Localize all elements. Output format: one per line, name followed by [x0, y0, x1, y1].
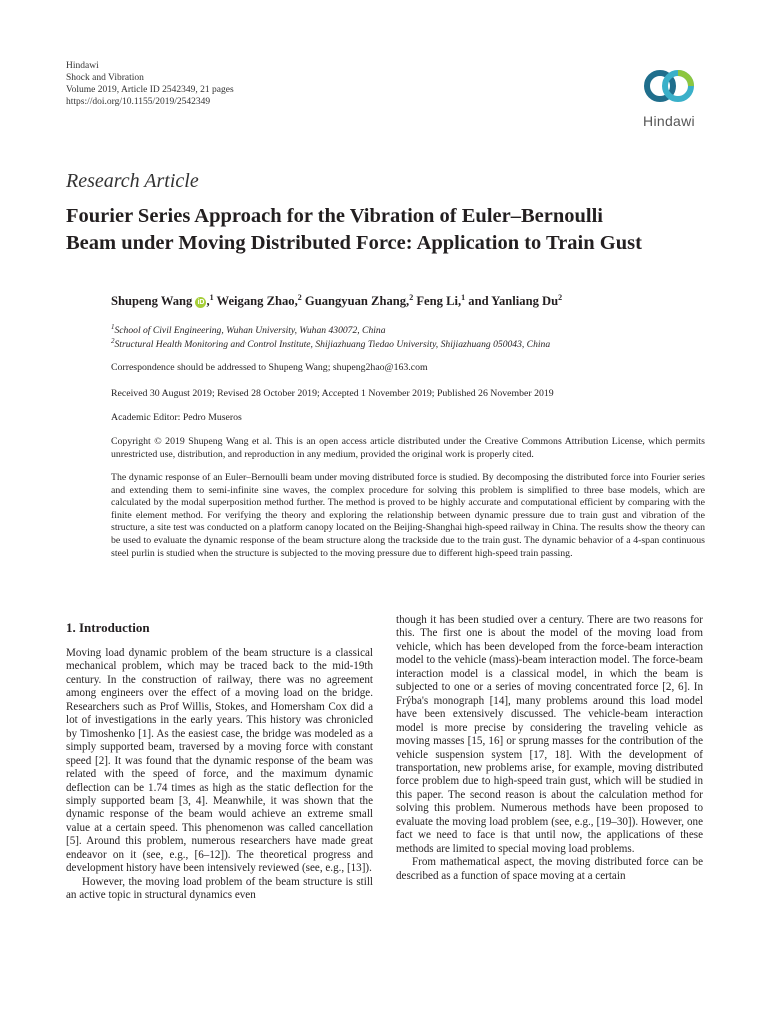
- article-type: Research Article: [66, 170, 199, 192]
- volume-info: Volume 2019, Article ID 2542349, 21 pages: [66, 85, 234, 95]
- affiliation-1: [111, 323, 386, 336]
- academic-editor: Academic Editor: Pedro Museros: [111, 412, 242, 423]
- correspondence: Correspondence should be addressed to Shupeng Wang; shupeng2hao@163.com: [111, 362, 428, 373]
- copyright-notice: Copyright © 2019 Shupeng Wang et al. This is an open access article distributed under the Creative Commons Attribution License, which permits unrestricted use, distribution, and reproduction in any medium, provided the original work is properly cited.: [111, 436, 705, 460]
- paragraph: Moving load dynamic problem of the beam structure is a classical mechanical problem, which may be traced back to the mid-19th century. In the construction of railway, there was no agreement among engineers over the effect of a moving load on the bridge. Researchers such as Prof Willis, Stokes, and Homersham Cox did a lot of investigations in the early years. This history was chronicled by Timoshenko [1]. As the easiest case, the bridge was modeled as a simply supported beam, traversed by a moving force with constant speed [2]. It was found that the dynamic response of the beam was related with the speed of force, and the maximum dynamic deflection can be 1.74 times as high as the static deflection for the simply supported beam [3, 4]. Meanwhile, it was shown that the dynamic response of the beam would achieve an extreme small value at a certain speed. This phenomenon was called cancellation [5]. Around this problem, numerous researchers have made great endeavor on it (see, e.g., [6–12]). The theoretical progress and development history have been intensively reviewed (see, e.g., [13]).: [66, 647, 373, 875]
- author-affil-sup: 2: [297, 293, 302, 302]
- title-line-2: Beam under Moving Distributed Force: Application to Train Gust: [66, 232, 642, 254]
- left-column: [66, 647, 373, 903]
- author-name[interactable]: Weigang Zhao,: [213, 294, 298, 309]
- right-column: [396, 614, 703, 883]
- paragraph: though it has been studied over a century. There are two reasons for this. The first one is about the model of the moving load from vehicle, which has been developed from the force-beam interaction model to the vehicle (mass)-beam interaction model. The force-beam interaction model is a classical model, in which the beam is subjected to one or a series of moving concentrated force [2, 6]. In Frýba's monograph [14], many problems around this load model have been extensively discussed. The vehicle-beam interaction model is more precise by considering the traveling vehicle as moving masses [15, 16] or sprung masses for the contribution of the vehicle suspension system [17, 18]. With the development of transportation, new problems arise, for example, moving distributed force problem due to high-speed train gust, which will be studied in this paper. The second reason is about the calculation method for solving this problem. Numerous methods have been proposed to evaluate the moving load problem (see, e.g., [19–30]). However, one fact we need to face is that until now, the applications of these methods are limited to special moving load problems.: [396, 614, 703, 855]
- author-list: Shupeng Wang iD ,$^1$ Weigang Zhao,$^2$ Guangyuan Zhang,$^2$ Feng Li,$^1$ and Yanliang Du$^2$: [111, 293, 563, 309]
- author-affil-sup: 2: [558, 293, 563, 302]
- publication-dates: Received 30 August 2019; Revised 28 October 2019; Accepted 1 November 2019; Published 26 November 2019: [111, 388, 554, 399]
- paper-title: [66, 203, 726, 257]
- abstract: The dynamic response of an Euler–Bernoulli beam under moving distributed force is studied. By decomposing the distributed force into Fourier series and extending them to semi-infinite sine waves, the complex procedure for solving this problem is simplified to three base models, which are calculated by the modal superposition method further. The method is proved to be highly accurate and computational efficient by comparing with the finite element method. For verifying the theory and exploring the relationship between dynamic pressure due to train gust and vibration of the structure, a site test was conducted on a platform canopy located on the Beijing-Shanghai high-speed railway in China. The results show the theory can be used to evaluate the dynamic response of the beam structure along the trackside due to the train gust. The dynamic behavior of a 4-span continuous steel purlin is studied when the structure is subjected to the moving pressure due to different high-speed train passing.: [111, 472, 705, 559]
- affil-text: Structural Health Monitoring and Control Institute, Shijiazhuang Tiedao University, Shijiazhuang 050043, China: [114, 339, 551, 351]
- orcid-icon[interactable]: iD: [197, 298, 205, 306]
- author-name[interactable]: and Yanliang Du: [465, 294, 559, 309]
- author-name[interactable]: Feng Li,: [413, 294, 462, 309]
- author-affil-sup: 1: [209, 293, 214, 302]
- author-affil-sup: 1: [461, 293, 466, 302]
- section-heading: 1. Introduction: [66, 620, 150, 635]
- doi-link[interactable]: https://doi.org/10.1155/2019/2542349: [66, 97, 211, 107]
- affil-marker: 1: [111, 323, 115, 331]
- author-affil-sup: 2: [409, 293, 414, 302]
- affil-text: School of Civil Engineering, Wuhan University, Wuhan 430072, China: [114, 325, 386, 337]
- paragraph: From mathematical aspect, the moving distributed force can be described as a function of space moving at a certain: [396, 856, 703, 882]
- author-name[interactable]: Shupeng Wang: [111, 294, 193, 309]
- paragraph: However, the moving load problem of the beam structure is still an active topic in structural dynamics even: [66, 875, 373, 902]
- title-line-1: Fourier Series Approach for the Vibration of Euler–Bernoulli: [66, 205, 603, 227]
- journal-header: [66, 60, 234, 108]
- journal-name: Shock and Vibration: [66, 73, 144, 83]
- publisher-name: Hindawi: [66, 61, 99, 71]
- affil-marker: 2: [111, 337, 115, 345]
- affiliation-2: [111, 337, 550, 350]
- logo-wordmark: Hindawi: [643, 113, 695, 129]
- author-name[interactable]: Guangyuan Zhang,: [301, 294, 410, 309]
